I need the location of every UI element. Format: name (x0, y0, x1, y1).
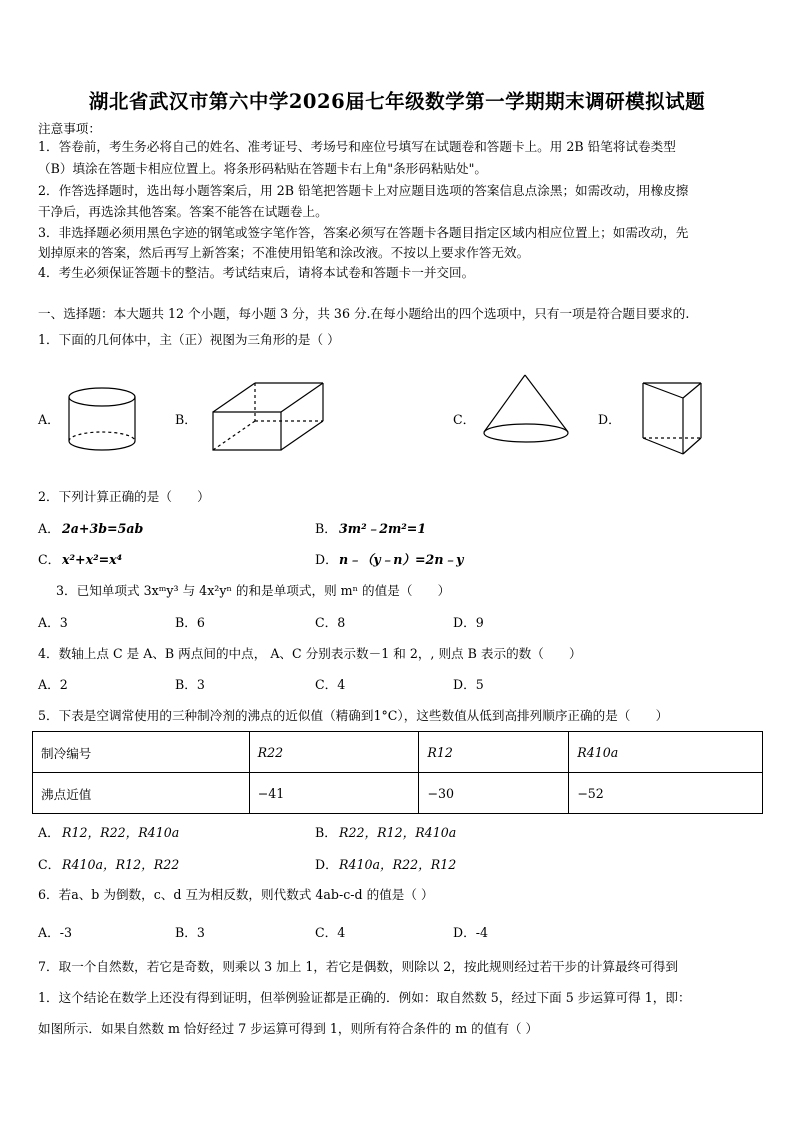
q5-option-a-label: A． (38, 825, 60, 840)
notice-line: 2．作答选择题时，选出每小题答案后，用 2B 铅笔把答题卡上对应题目选项的答案信息点涂黑；如需改动，用橡皮擦 (38, 183, 689, 198)
q4-option-c: C．4 (315, 677, 346, 692)
table-cell: 制冷编号 (33, 732, 250, 773)
q2-option-b-text: 3m²﹣2m²=1 (339, 521, 427, 536)
notice-line: 干净后，再选涂其他答案。答案不能答在试题卷上。 (38, 204, 328, 219)
question-4-stem: 4．数轴上点 C 是 A、B 两点间的中点， A、C 分别表示数－1 和 2，, 则点 B 表示的数（ ） (38, 646, 582, 661)
q3-option-a: A．3 (38, 615, 68, 630)
table-cell: R12 (419, 732, 569, 773)
table-cell: −30 (419, 773, 569, 814)
table-cell: 沸点近值 (33, 773, 250, 814)
q2-option-a-label: A． (38, 521, 60, 536)
q1-option-a-label: A． (38, 412, 60, 427)
question-7-line: 1．这个结论在数学上还没有得到证明，但举例验证都是正确的．例如：取自然数 5，经过下面 5 步运算可得 1，即： (38, 990, 691, 1005)
q1-option-c-label: C． (453, 412, 476, 427)
table-cell: R410a (569, 732, 763, 773)
q2-option-b-label: B． (315, 521, 337, 536)
q6-option-d: D．-4 (453, 925, 488, 940)
question-2-stem: 2．下列计算正确的是（ ） (38, 489, 210, 504)
q2-option-d-text: n﹣（y﹣n）=2n﹣y (339, 552, 464, 567)
q5-option-c-label: C． (38, 857, 61, 872)
table-cell: −41 (249, 773, 419, 814)
question-6-stem: 6．若a、b 为倒数，c、d 互为相反数，则代数式 4ab-c-d 的值是（ ） (38, 887, 434, 902)
question-3-stem: 3．已知单项式 3xᵐy³ 与 4x²yⁿ 的和是单项式，则 mⁿ 的值是（ ） (56, 583, 451, 598)
table-cell: −52 (569, 773, 763, 814)
q3-option-b: B．6 (175, 615, 205, 630)
q5-option-b-label: B． (315, 825, 337, 840)
question-7-line: 7．取一个自然数，若它是奇数，则乘以 3 加上 1，若它是偶数，则除以 2，按此规则经过若干步的计算最终可得到 (38, 959, 678, 974)
table-row (33, 732, 763, 773)
q2-option-c-text: x²+x²=x⁴ (62, 552, 123, 567)
q2-option-c-label: C． (38, 552, 61, 567)
question-1-stem: 1．下面的几何体中，主（正）视图为三角形的是（ ） (38, 332, 340, 347)
q4-option-a: A．2 (38, 677, 68, 692)
notice-line: 1．答卷前，考生务必将自己的姓名、准考证号、考场号和座位号填写在试题卷和答题卡上。用 2B 铅笔将试卷类型 (38, 139, 676, 154)
cuboid-figure (208, 380, 328, 452)
notice-line: 3．非选择题必须用黑色字迹的钢笔或签字笔作答，答案必须写在答题卡各题目指定区域内相应位置上；如需改动，先 (38, 225, 689, 240)
q1-option-b-label: B． (175, 412, 197, 427)
cone-figure (480, 372, 574, 446)
cylinder-figure (66, 385, 138, 455)
q1-option-d-label: D． (598, 412, 621, 427)
notice-line: 划掉原来的答案，然后再写上新答案；不准使用铅笔和涂改液。不按以上要求作答无效。 (38, 245, 530, 260)
notice-heading: 注意事项： (38, 121, 101, 136)
q3-option-c: C．8 (315, 615, 346, 630)
question-5-stem: 5．下表是空调常使用的三种制冷剂的沸点的近似值（精确到1°C），这些数值从低到高排列顺序正确的是（ ） (38, 708, 669, 723)
section-heading: 一、选择题：本大题共 12 个小题，每小题 3 分，共 36 分.在每小题给出的四个选项中，只有一项是符合题目要求的. (38, 306, 690, 321)
q3-option-d: D．9 (453, 615, 484, 630)
table-row (33, 773, 763, 814)
q4-option-d: D．5 (453, 677, 484, 692)
table-cell: R22 (249, 732, 419, 773)
q6-option-c: C．4 (315, 925, 346, 940)
q4-option-b: B．3 (175, 677, 205, 692)
q5-option-c-text: R410a，R12，R22 (62, 857, 180, 872)
q6-option-b: B．3 (175, 925, 205, 940)
refrigerant-table (32, 731, 763, 814)
question-7-line: 如图所示．如果自然数 m 恰好经过 7 步运算可得到 1，则所有符合条件的 m 的值有（ ） (38, 1021, 539, 1036)
q2-option-d-label: D． (315, 552, 338, 567)
page-title: 湖北省武汉市第六中学2026届七年级数学第一学期期末调研模拟试题 (88, 90, 706, 113)
q6-option-a: A．-3 (38, 925, 72, 940)
notice-line: （B）填涂在答题卡相应位置上。将条形码粘贴在答题卡右上角"条形码粘贴处"。 (38, 161, 488, 176)
triangular-prism-figure (640, 380, 706, 460)
q2-option-a-text: 2a+3b=5ab (62, 521, 144, 536)
q5-option-d-text: R410a，R22，R12 (339, 857, 457, 872)
notice-line: 4．考生必须保证答题卡的整洁。考试结束后，请将本试卷和答题卡一并交回。 (38, 265, 475, 280)
q5-option-d-label: D． (315, 857, 338, 872)
q5-option-b-text: R22，R12，R410a (339, 825, 457, 840)
q5-option-a-text: R12，R22，R410a (62, 825, 180, 840)
